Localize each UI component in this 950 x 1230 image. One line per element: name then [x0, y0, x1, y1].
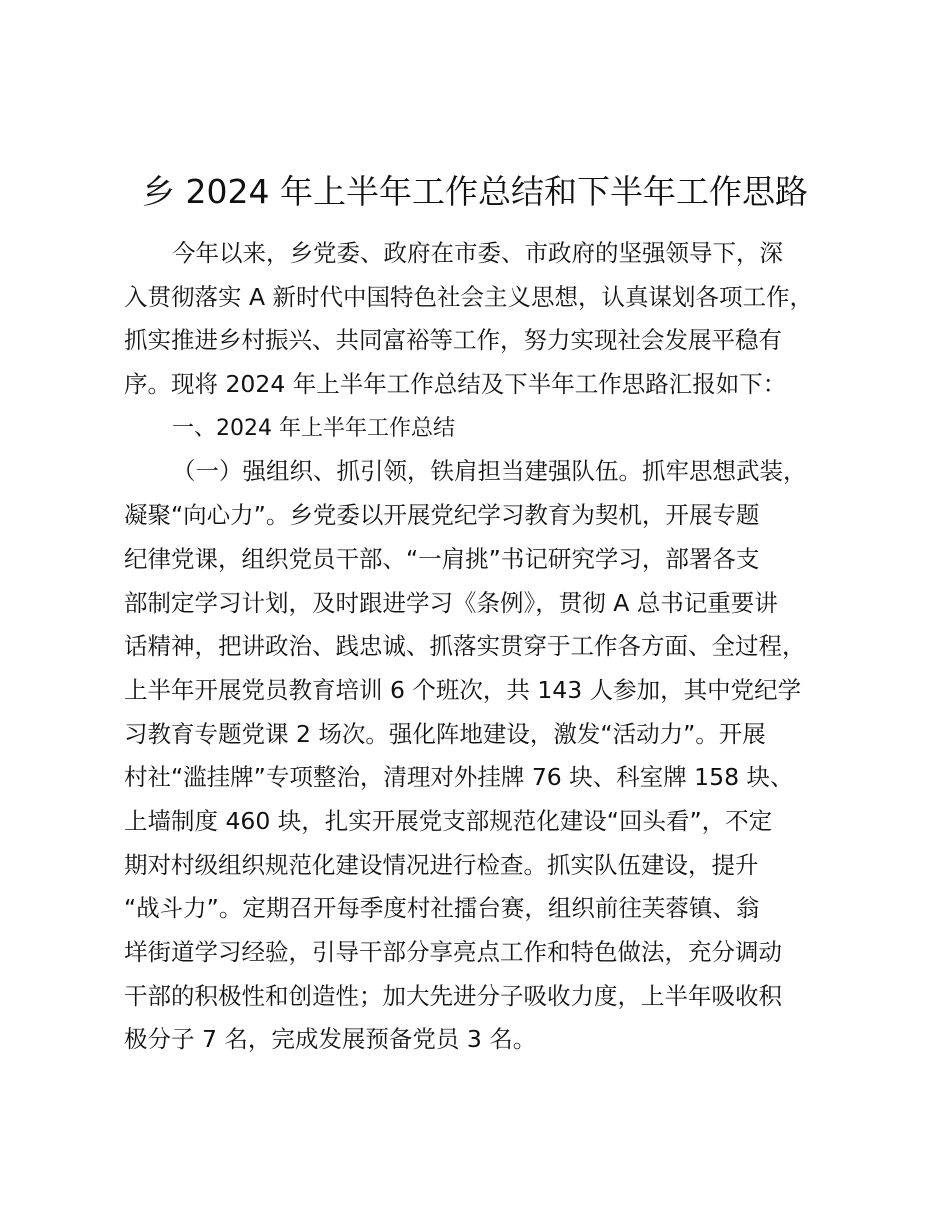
document-body — [124, 232, 834, 1062]
paragraph-line: 序。现将 2024 年上半年工作总结及下半年工作思路汇报如下： — [124, 370, 787, 399]
document-title: 乡 2024 年上半年工作总结和下半年工作思路 — [142, 172, 808, 211]
paragraph-line: 干部的积极性和创造性；加大先进分子吸收力度，上半年吸收积 — [124, 981, 782, 1010]
paragraph-line: （一）强组织、抓引领，铁肩担当建强队伍。抓牢思想武装， — [172, 457, 807, 486]
paragraph-line: 话精神，把讲政治、践忠诚、抓落实贯穿于工作各方面、全过程， — [124, 632, 806, 661]
section-heading: 一、2024 年上半年工作总结 — [172, 415, 455, 441]
paragraph-line: 部制定学习计划，及时跟进学习《条例》，贯彻 A 总书记重要讲 — [124, 588, 778, 617]
paragraph-line: 今年以来，乡党委、政府在市委、市政府的坚强领导下，深 — [172, 239, 783, 267]
paragraph-line: 村社“滥挂牌”专项整治，清理对外挂牌 76 块、科室牌 158 块、 — [124, 763, 794, 792]
paragraph-line: 极分子 7 名，完成发展预备党员 3 名。 — [124, 1025, 537, 1054]
paragraph-line: 习教育专题党课 2 场次。强化阵地建设，激发“活动力”。开展 — [124, 719, 766, 748]
paragraph-line: 垟街道学习经验，引导干部分享亮点工作和特色做法，充分调动 — [124, 938, 782, 966]
paragraph-line: 上半年开展党员教育培训 6 个班次，共 143 人参加，其中党纪学 — [124, 675, 802, 704]
paragraph-line: 纪律党课，组织党员干部、“一肩挑”书记研究学习，部署各支 — [124, 544, 760, 573]
paragraph-line: 凝聚“向心力”。乡党委以开展党纪学习教育为契机，开展专题 — [124, 501, 760, 530]
paragraph-line: 入贯彻落实 A 新时代中国特色社会主义思想，认真谋划各项工作， — [124, 282, 814, 311]
paragraph-line: 上墙制度 460 块，扎实开展党支部规范化建设“回头看”，不定 — [124, 806, 773, 835]
paragraph-line: 期对村级组织规范化建设情况进行检查。抓实队伍建设，提升 — [124, 850, 759, 879]
paragraph-line: 抓实推进乡村振兴、共同富裕等工作，努力实现社会发展平稳有 — [124, 326, 782, 355]
paragraph-line: “战斗力”。定期召开每季度村社擂台赛，组织前往芙蓉镇、翁 — [124, 894, 760, 923]
